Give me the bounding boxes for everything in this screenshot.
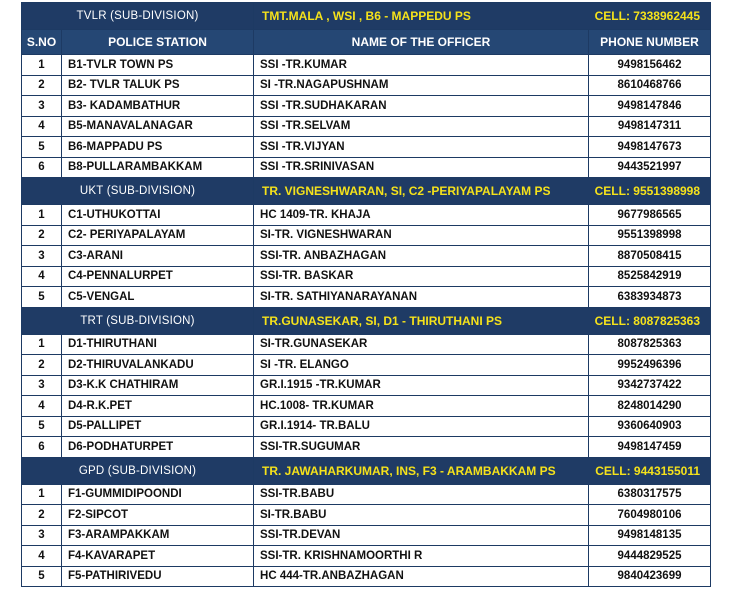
phone-number: 9952496396	[589, 355, 711, 376]
officer-name: HC 1409-TR. KHAJA	[254, 205, 589, 226]
officer-name: SSI -TR.SRINIVASAN	[254, 157, 589, 178]
officer-name: SI-TR. VIGNESHWARAN	[254, 225, 589, 246]
phone-number: 8248014290	[589, 396, 711, 417]
officer-name: HC.1008- TR.KUMAR	[254, 396, 589, 417]
officer-name: HC 444-TR.ANBAZHAGAN	[254, 566, 589, 587]
police-station: C3-ARANI	[62, 246, 254, 267]
subdivision-header	[22, 457, 711, 484]
table-row	[22, 137, 711, 158]
police-station: D6-PODHATURPET	[62, 437, 254, 458]
officer-name: SSI-TR. BASKAR	[254, 266, 589, 287]
subdivision-cell: CELL: 9551398998	[594, 184, 701, 198]
serial-number: 4	[22, 116, 62, 137]
table-row	[22, 205, 711, 226]
officer-name: SSI -TR.VIJYAN	[254, 137, 589, 158]
officer-name: SSI-TR.DEVAN	[254, 525, 589, 546]
police-station: C2- PERIYAPALAYAM	[62, 225, 254, 246]
officer-table	[21, 2, 711, 587]
serial-number: 2	[22, 225, 62, 246]
table-row	[22, 75, 711, 96]
police-station: F1-GUMMIDIPOONDI	[62, 484, 254, 505]
police-station: B8-PULLARAMBAKKAM	[62, 157, 254, 178]
officer-name: SI-TR. SATHIYANARAYANAN	[254, 287, 589, 308]
phone-number: 9498147311	[589, 116, 711, 137]
serial-number: 1	[22, 205, 62, 226]
serial-number: 3	[22, 525, 62, 546]
serial-number: 3	[22, 246, 62, 267]
officer-name: SI -TR.NAGAPUSHNAM	[254, 75, 589, 96]
serial-number: 5	[22, 287, 62, 308]
phone-number: 8610468766	[589, 75, 711, 96]
phone-number: 9551398998	[589, 225, 711, 246]
column-header-sno: S.NO	[22, 30, 62, 55]
serial-number: 3	[22, 375, 62, 396]
phone-number: 9498147459	[589, 437, 711, 458]
officer-name: SI-TR.GUNASEKAR	[254, 334, 589, 355]
police-station: D2-THIRUVALANKADU	[62, 355, 254, 376]
police-station: D3-K.K CHATHIRAM	[62, 375, 254, 396]
table-row	[22, 566, 711, 587]
police-station: C1-UTHUKOTTAI	[62, 205, 254, 226]
subdivision-officer-info	[254, 307, 711, 334]
police-station: F5-PATHIRIVEDU	[62, 566, 254, 587]
subdivision-cell: CELL: 7338962445	[594, 9, 701, 23]
serial-number: 2	[22, 505, 62, 526]
table-row	[22, 546, 711, 567]
police-station: D4-R.K.PET	[62, 396, 254, 417]
serial-number: 3	[22, 96, 62, 117]
subdivision-officer: TR.GUNASEKAR, SI, D1 - THIRUTHANI PS	[262, 313, 503, 328]
subdivision-officer-info	[254, 178, 711, 205]
police-station: F2-SIPCOT	[62, 505, 254, 526]
serial-number: 6	[22, 437, 62, 458]
subdivision-officer-info	[254, 3, 711, 30]
table-row	[22, 246, 711, 267]
table-row	[22, 375, 711, 396]
table-row	[22, 416, 711, 437]
phone-number: 9444829525	[589, 546, 711, 567]
serial-number: 5	[22, 566, 62, 587]
serial-number: 1	[22, 484, 62, 505]
subdivision-cell: CELL: 8087825363	[594, 313, 701, 328]
police-station: C4-PENNALURPET	[62, 266, 254, 287]
column-header-phone-number: PHONE NUMBER	[589, 30, 711, 55]
officer-name: SI -TR. ELANGO	[254, 355, 589, 376]
phone-number: 9443521997	[589, 157, 711, 178]
subdivision-name: TRT (SUB-DIVISION)	[22, 307, 254, 334]
table-row	[22, 334, 711, 355]
table-row	[22, 437, 711, 458]
serial-number: 2	[22, 75, 62, 96]
column-header-officer-name: NAME OF THE OFFICER	[254, 30, 589, 55]
officer-name: SSI -TR.SELVAM	[254, 116, 589, 137]
officer-name: SSI -TR.SUDHAKARAN	[254, 96, 589, 117]
phone-number: 9498148135	[589, 525, 711, 546]
subdivision-name: GPD (SUB-DIVISION)	[22, 457, 254, 484]
police-station: B3- KADAMBATHUR	[62, 96, 254, 117]
officer-name: GR.I.1915 -TR.KUMAR	[254, 375, 589, 396]
subdivision-header	[22, 178, 711, 205]
officer-name: SI-TR.BABU	[254, 505, 589, 526]
serial-number: 4	[22, 396, 62, 417]
table-row	[22, 484, 711, 505]
police-station: F4-KAVARAPET	[62, 546, 254, 567]
officer-name: GR.I.1914- TR.BALU	[254, 416, 589, 437]
column-header-row	[22, 30, 711, 55]
phone-number: 8087825363	[589, 334, 711, 355]
table-row	[22, 116, 711, 137]
subdivision-officer-info	[254, 457, 711, 484]
phone-number: 9342737422	[589, 375, 711, 396]
phone-number: 9360640903	[589, 416, 711, 437]
subdivision-header	[22, 3, 711, 30]
table-row	[22, 505, 711, 526]
police-station: B2- TVLR TALUK PS	[62, 75, 254, 96]
police-station: D5-PALLIPET	[62, 416, 254, 437]
police-station: B5-MANAVALANAGAR	[62, 116, 254, 137]
phone-number: 8870508415	[589, 246, 711, 267]
phone-number: 8525842919	[589, 266, 711, 287]
subdivision-officer: TR. VIGNESHWARAN, SI, C2 -PERIYAPALAYAM PS	[262, 184, 551, 198]
phone-number: 9498147846	[589, 96, 711, 117]
serial-number: 1	[22, 334, 62, 355]
table-row	[22, 266, 711, 287]
table-row	[22, 225, 711, 246]
table-row	[22, 96, 711, 117]
phone-number: 9677986565	[589, 205, 711, 226]
serial-number: 5	[22, 137, 62, 158]
police-station: B1-TVLR TOWN PS	[62, 55, 254, 76]
table-row	[22, 355, 711, 376]
phone-number: 7604980106	[589, 505, 711, 526]
table-row	[22, 525, 711, 546]
subdivision-name: TVLR (SUB-DIVISION)	[22, 3, 254, 30]
subdivision-cell: CELL: 9443155011	[595, 463, 701, 478]
column-header-police-station: POLICE STATION	[62, 30, 254, 55]
serial-number: 5	[22, 416, 62, 437]
police-station: C5-VENGAL	[62, 287, 254, 308]
officer-name: SSI-TR.BABU	[254, 484, 589, 505]
table-row	[22, 55, 711, 76]
phone-number: 6380317575	[589, 484, 711, 505]
phone-number: 9498147673	[589, 137, 711, 158]
police-station: B6-MAPPADU PS	[62, 137, 254, 158]
phone-number: 9840423699	[589, 566, 711, 587]
officer-name: SSI-TR. KRISHNAMOORTHI R	[254, 546, 589, 567]
serial-number: 1	[22, 55, 62, 76]
phone-number: 6383934873	[589, 287, 711, 308]
serial-number: 4	[22, 546, 62, 567]
phone-number: 9498156462	[589, 55, 711, 76]
table-row	[22, 287, 711, 308]
officer-name: SSI-TR. ANBAZHAGAN	[254, 246, 589, 267]
subdivision-name: UKT (SUB-DIVISION)	[22, 178, 254, 205]
officer-name: SSI -TR.KUMAR	[254, 55, 589, 76]
table-row	[22, 396, 711, 417]
subdivision-officer: TMT.MALA , WSI , B6 - MAPPEDU PS	[262, 9, 471, 23]
police-station: D1-THIRUTHANI	[62, 334, 254, 355]
police-station: F3-ARAMPAKKAM	[62, 525, 254, 546]
serial-number: 2	[22, 355, 62, 376]
officer-name: SSI-TR.SUGUMAR	[254, 437, 589, 458]
serial-number: 6	[22, 157, 62, 178]
subdivision-header	[22, 307, 711, 334]
serial-number: 4	[22, 266, 62, 287]
subdivision-officer: TR. JAWAHARKUMAR, INS, F3 - ARAMBAKKAM PS	[262, 463, 556, 478]
officer-contact-sheet	[21, 2, 710, 587]
table-row	[22, 157, 711, 178]
